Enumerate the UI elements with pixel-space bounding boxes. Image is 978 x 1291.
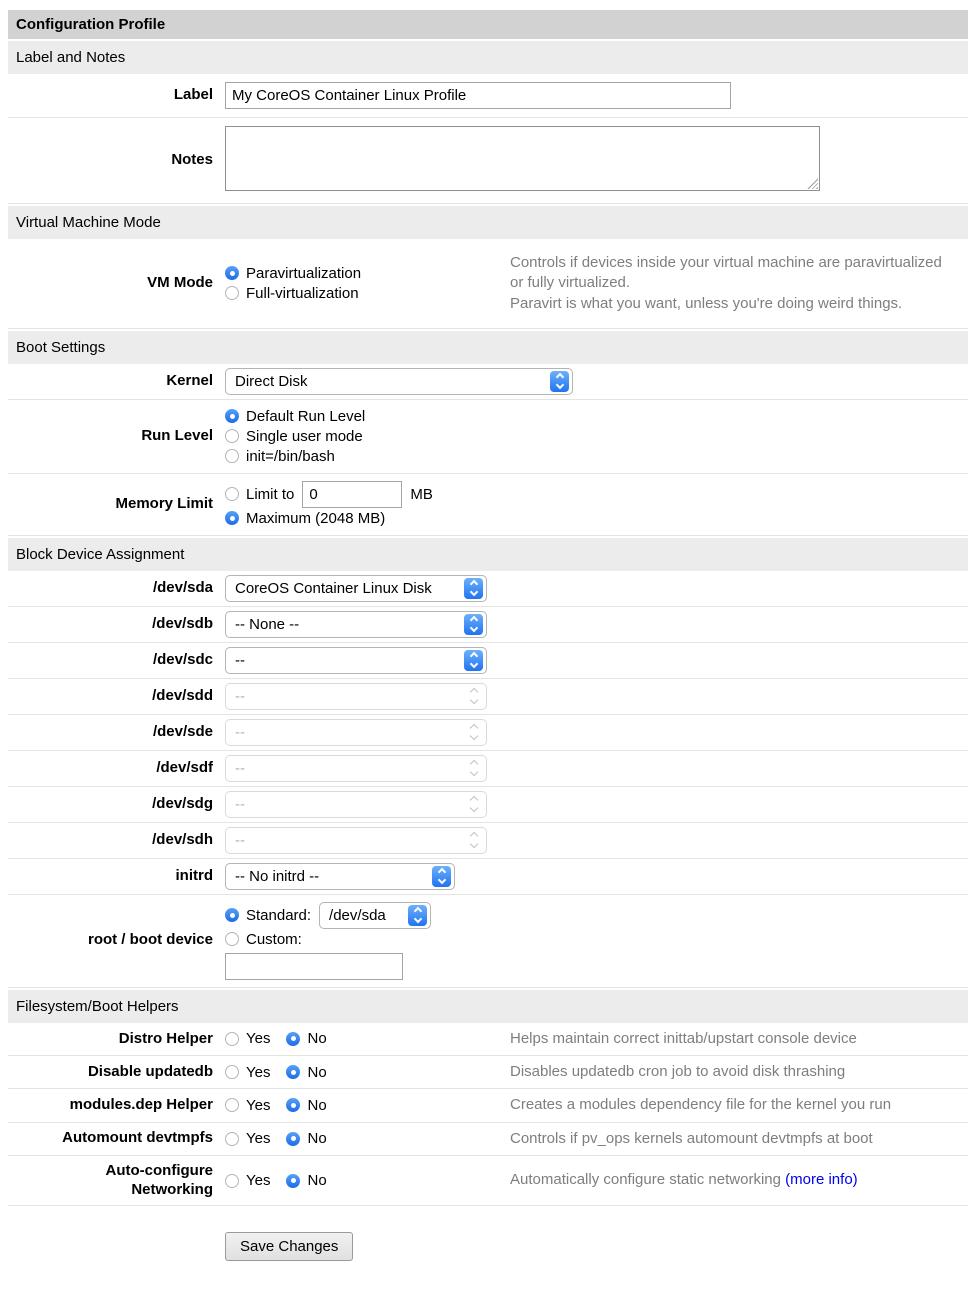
vm-mode-label: VM Mode bbox=[147, 274, 213, 291]
distro-helper-label: Distro Helper bbox=[118, 1029, 213, 1047]
modules-dep-no-radio[interactable] bbox=[286, 1098, 300, 1112]
device-sda-select[interactable]: CoreOS Container Linux Disk bbox=[225, 575, 487, 602]
maximum-memory-radio[interactable] bbox=[225, 511, 239, 525]
root-boot-device-label: root / boot device bbox=[87, 931, 213, 949]
select-stepper-icon bbox=[464, 794, 483, 815]
select-stepper-icon bbox=[464, 722, 483, 743]
kernel-label: Kernel bbox=[166, 371, 213, 389]
label-input[interactable] bbox=[225, 82, 731, 109]
more-info-link[interactable]: (more info) bbox=[785, 1171, 858, 1189]
default-run-level-radio[interactable] bbox=[225, 409, 239, 423]
disable-updatedb-help: Disables updatedb cron job to avoid disk thrashing bbox=[510, 1063, 846, 1080]
device-sdf-select: -- bbox=[225, 755, 487, 782]
device-row-sda bbox=[8, 571, 968, 607]
disable-updatedb-no-radio[interactable] bbox=[286, 1065, 300, 1079]
modules-dep-helper-row: modules.dep Helper Yes No Creates a modules dependency file for the kernel you run bbox=[8, 1089, 968, 1122]
device-row-sdh bbox=[8, 823, 968, 859]
device-sde-select: -- bbox=[225, 719, 487, 746]
initrd-select[interactable]: -- No initrd -- bbox=[225, 863, 455, 890]
standard-device-select[interactable]: /dev/sda bbox=[319, 902, 431, 929]
notes-field-label: Notes bbox=[171, 151, 213, 169]
select-stepper-icon bbox=[464, 650, 483, 671]
automount-devtmpfs-help: Controls if pv_ops kernels automount devtmpfs at boot bbox=[510, 1129, 873, 1147]
run-level-label: Run Level bbox=[141, 426, 213, 444]
memory-limit-row bbox=[8, 474, 968, 536]
custom-device-radio[interactable] bbox=[225, 932, 239, 946]
select-stepper-icon bbox=[464, 614, 483, 635]
run-level-row bbox=[8, 400, 968, 474]
select-stepper-icon bbox=[550, 371, 569, 392]
section-header-vm-mode: Virtual Machine Mode bbox=[8, 206, 968, 239]
auto-configure-networking-help: Automatically configure static networking (more info) bbox=[510, 1171, 858, 1189]
kernel-row bbox=[8, 364, 968, 400]
save-row bbox=[8, 1206, 968, 1291]
initrd-label: initrd bbox=[175, 866, 213, 884]
auto-configure-networking-label: Auto-configure Networking bbox=[105, 1161, 213, 1198]
kernel-select[interactable]: Direct Disk bbox=[225, 368, 573, 395]
single-user-mode-radio[interactable] bbox=[225, 429, 239, 443]
single-user-mode-radio-label: Single user mode bbox=[246, 427, 363, 445]
full-virtualization-radio[interactable] bbox=[225, 286, 239, 300]
label-row bbox=[8, 74, 968, 118]
standard-device-radio[interactable] bbox=[225, 908, 239, 922]
distro-helper-help: Helps maintain correct inittab/upstart console device bbox=[510, 1029, 857, 1047]
device-sdb-label: /dev/sdb bbox=[152, 614, 213, 632]
memory-unit-label: MB bbox=[410, 485, 433, 503]
automount-devtmpfs-yes-radio[interactable] bbox=[225, 1132, 239, 1146]
automount-devtmpfs-no-radio[interactable] bbox=[286, 1132, 300, 1146]
custom-device-radio-label: Custom: bbox=[246, 930, 302, 948]
paravirtualization-radio[interactable] bbox=[225, 266, 239, 280]
auto-configure-networking-no-radio[interactable] bbox=[286, 1174, 300, 1188]
custom-device-input[interactable] bbox=[225, 953, 403, 980]
device-row-sdg bbox=[8, 787, 968, 823]
modules-dep-yes-radio[interactable] bbox=[225, 1098, 239, 1112]
section-header-helpers: Filesystem/Boot Helpers bbox=[8, 990, 968, 1023]
device-sdd-label: /dev/sdd bbox=[152, 686, 213, 704]
maximum-memory-radio-label: Maximum (2048 MB) bbox=[246, 509, 386, 527]
disable-updatedb-label: Disable updatedb bbox=[87, 1062, 213, 1080]
device-sdg-select: -- bbox=[225, 791, 487, 818]
memory-limit-input[interactable] bbox=[302, 481, 402, 508]
select-stepper-icon bbox=[464, 830, 483, 851]
notes-textarea[interactable] bbox=[225, 126, 820, 191]
device-sdc-label: /dev/sdc bbox=[152, 650, 213, 668]
section-header-label-and-notes: Label and Notes bbox=[8, 41, 968, 74]
device-row-sdb bbox=[8, 607, 968, 643]
distro-helper-row: Distro Helper Yes No Helps maintain correct inittab/upstart console device bbox=[8, 1023, 968, 1056]
modules-dep-helper-label: modules.dep Helper bbox=[69, 1096, 213, 1113]
init-bin-bash-radio[interactable] bbox=[225, 449, 239, 463]
automount-devtmpfs-label: Automount devtmpfs bbox=[62, 1129, 213, 1147]
disable-updatedb-yes-radio[interactable] bbox=[225, 1065, 239, 1079]
distro-helper-yes-radio[interactable] bbox=[225, 1032, 239, 1046]
limit-to-radio-label: Limit to bbox=[246, 485, 295, 503]
section-header-block-devices: Block Device Assignment bbox=[8, 538, 968, 571]
disable-updatedb-row: Disable updatedb Yes No Disables updatedb cron job to avoid disk thrashing bbox=[8, 1056, 968, 1089]
limit-to-radio[interactable] bbox=[225, 487, 239, 501]
memory-limit-label: Memory Limit bbox=[115, 494, 213, 512]
standard-device-radio-label: Standard: bbox=[246, 906, 312, 924]
device-row-sdf bbox=[8, 751, 968, 787]
init-bin-bash-radio-label: init=/bin/bash bbox=[246, 447, 335, 465]
notes-row bbox=[8, 118, 968, 204]
modules-dep-helper-help: Creates a modules dependency file for the kernel you run bbox=[510, 1096, 892, 1114]
root-boot-device-row bbox=[8, 895, 968, 988]
device-row-sde bbox=[8, 715, 968, 751]
select-stepper-icon bbox=[464, 686, 483, 707]
device-sdb-select[interactable]: -- None -- bbox=[225, 611, 487, 638]
page-title: Configuration Profile bbox=[16, 16, 166, 33]
device-sdh-label: /dev/sdh bbox=[152, 830, 213, 848]
device-sda-label: /dev/sda bbox=[152, 578, 213, 596]
page-title-bar bbox=[8, 10, 968, 39]
default-run-level-radio-label: Default Run Level bbox=[246, 407, 366, 425]
vm-mode-help: Controls if devices inside your virtual machine are paravirtualized or fully virtualized. Paravirt is what you want, unless you're doing weird things. bbox=[510, 254, 942, 312]
section-header-boot-settings: Boot Settings bbox=[8, 331, 968, 364]
device-sde-label: /dev/sde bbox=[152, 722, 213, 740]
automount-devtmpfs-row: Automount devtmpfs Yes No Controls if pv_ops kernels automount devtmpfs at boot bbox=[8, 1123, 968, 1156]
select-stepper-icon bbox=[464, 578, 483, 599]
select-stepper-icon bbox=[432, 866, 451, 887]
select-stepper-icon bbox=[464, 758, 483, 779]
device-sdc-select[interactable]: -- bbox=[225, 647, 487, 674]
auto-configure-networking-row: Auto-configure Networking Yes No Automatically configure static networking (more info) bbox=[8, 1156, 968, 1207]
device-sdd-select: -- bbox=[225, 683, 487, 710]
device-sdh-select: -- bbox=[225, 827, 487, 854]
device-row-sdd bbox=[8, 679, 968, 715]
full-virtualization-radio-label: Full-virtualization bbox=[246, 284, 359, 302]
device-row-sdc bbox=[8, 643, 968, 679]
select-stepper-icon bbox=[408, 905, 427, 926]
device-sdf-label: /dev/sdf bbox=[156, 758, 213, 776]
distro-helper-no-radio[interactable] bbox=[286, 1032, 300, 1046]
configuration-profile-form bbox=[8, 10, 968, 1291]
vm-mode-row bbox=[8, 239, 968, 329]
paravirtualization-radio-label: Paravirtualization bbox=[246, 264, 362, 282]
save-button[interactable]: Save Changes bbox=[225, 1232, 353, 1261]
label-field-label: Label bbox=[173, 86, 213, 104]
initrd-row bbox=[8, 859, 968, 895]
auto-configure-networking-yes-radio[interactable] bbox=[225, 1174, 239, 1188]
device-sdg-label: /dev/sdg bbox=[152, 794, 213, 812]
